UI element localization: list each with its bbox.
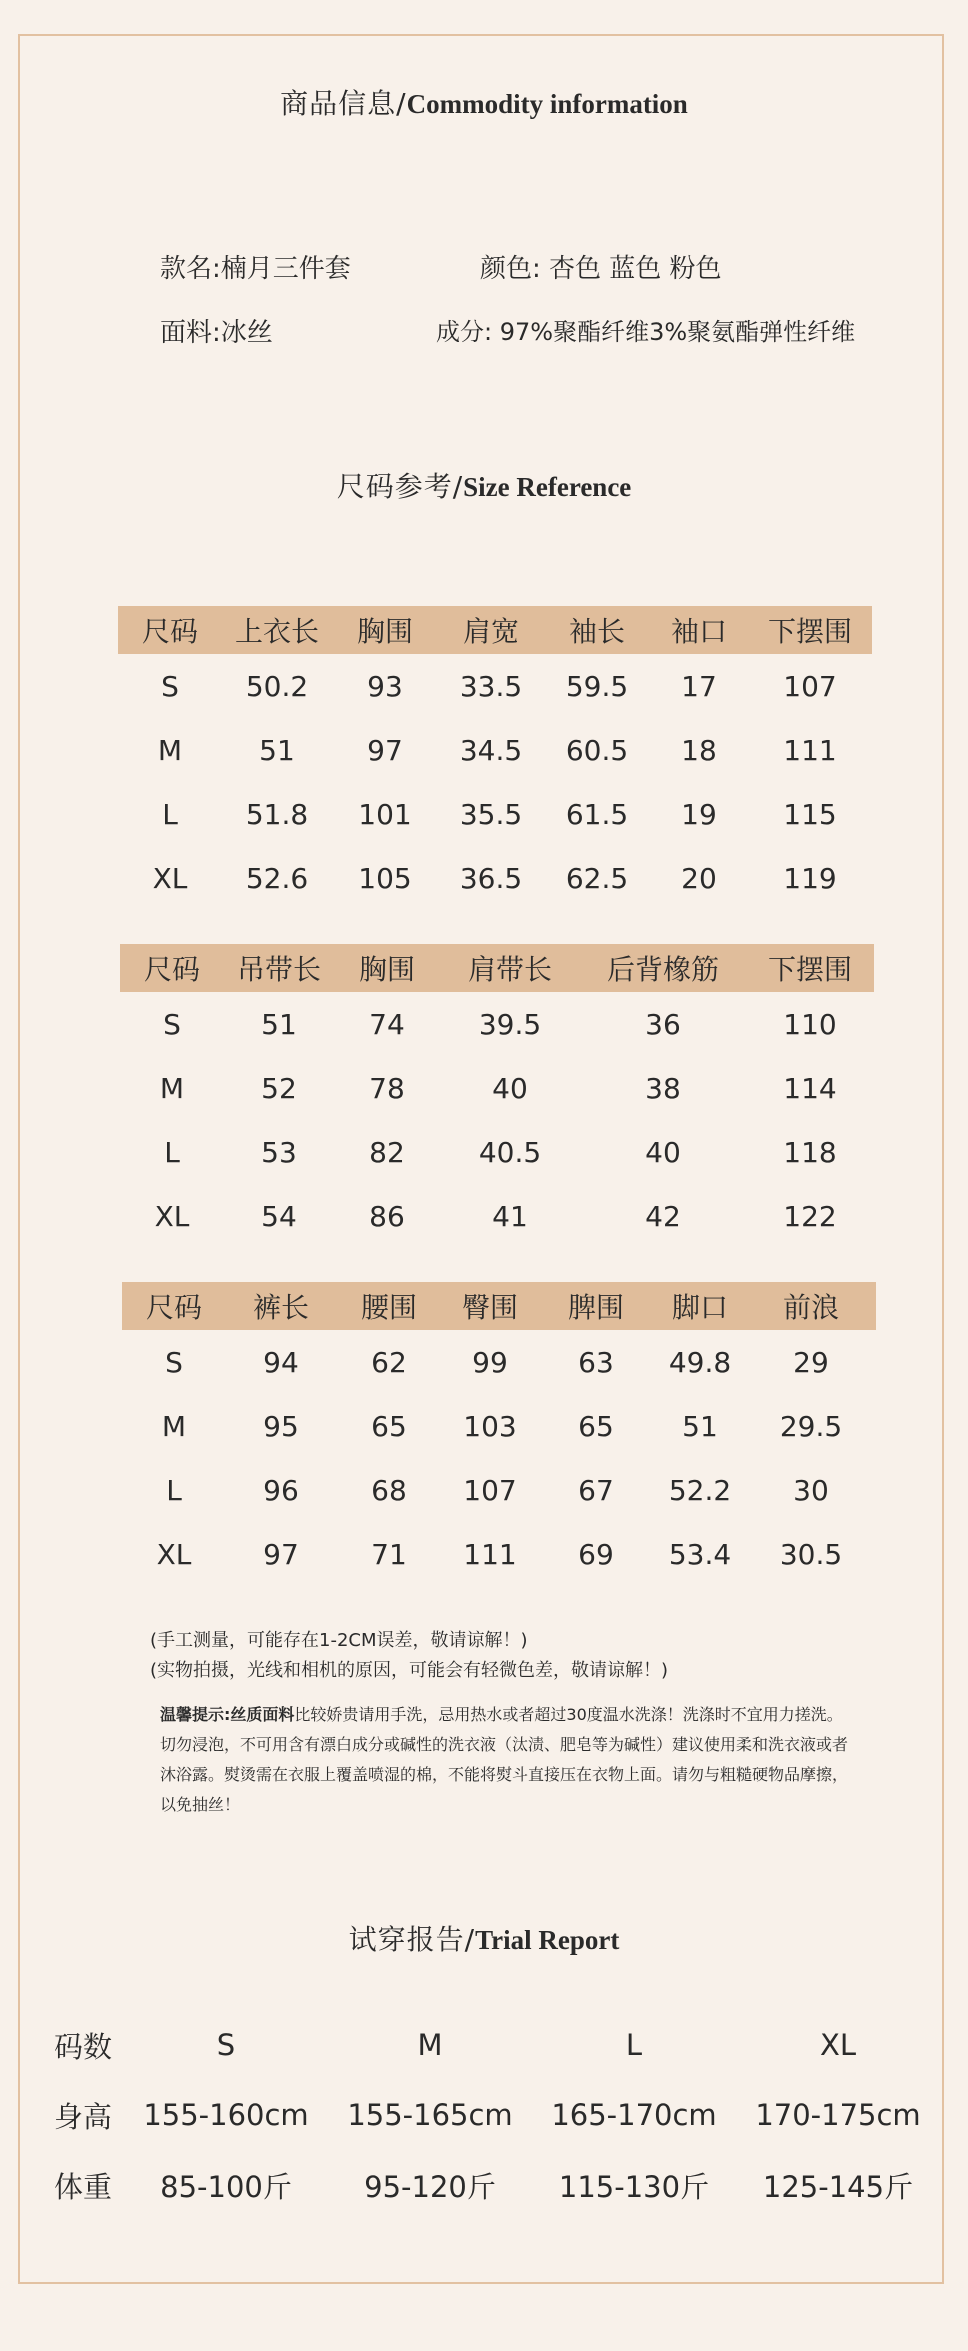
table-cell: 41 xyxy=(492,1199,528,1233)
care-text: 比较娇贵请用手洗，忌用热水或者超过30度温水洗涤！洗涤时不宜用力搓洗。切勿浸泡，不可用含有漂白成分或碱性的洗衣液（汰渍、肥皂等为碱性）建议使用柔和洗衣液或者沐浴露。熨烫需在衣服上覆盖喷湿的棉，不能将熨斗直接压在衣物上面。请勿与粗糙硬物品摩擦，以免抽丝！ xyxy=(160,1705,849,1814)
header-cell: 前浪 xyxy=(746,1282,876,1330)
table-cell: XL xyxy=(156,1537,192,1571)
table-cell: 85-100斤 xyxy=(160,2169,292,2204)
table-cell: 36 xyxy=(645,1007,681,1041)
header-cell: 胸围 xyxy=(334,944,440,992)
table-cell: 40 xyxy=(645,1135,681,1169)
style-value: 楠月三件套 xyxy=(220,254,351,284)
commodity-title xyxy=(0,82,968,122)
table-cell: S xyxy=(163,1007,181,1041)
table-row xyxy=(120,992,874,1056)
table-cell: S xyxy=(165,1345,183,1379)
table-cell: 155-160cm xyxy=(143,2098,309,2132)
table-cell: 119 xyxy=(783,861,837,895)
table-cell: S xyxy=(161,669,179,703)
table-row xyxy=(122,1458,876,1522)
table-cell: 18 xyxy=(681,733,717,767)
table-cell: 29 xyxy=(793,1345,829,1379)
table-cell: 36.5 xyxy=(459,861,523,895)
table-cell: 62 xyxy=(371,1345,407,1379)
composition-info xyxy=(436,312,855,347)
table-cell: 115-130斤 xyxy=(558,2169,710,2204)
size-reference-title-en: Size Reference xyxy=(463,472,632,502)
table-cell: 54 xyxy=(261,1199,297,1233)
color-info xyxy=(480,248,722,285)
table-row xyxy=(120,1184,874,1248)
header-cell: 裤长 xyxy=(226,1282,336,1330)
table-cell: 30 xyxy=(793,1473,829,1507)
table-cell: 51 xyxy=(259,733,295,767)
table-cell: 29.5 xyxy=(779,1409,843,1443)
table-cell: 68 xyxy=(371,1473,407,1507)
table-cell: 40 xyxy=(492,1071,528,1105)
height-row-label: 身高 xyxy=(54,2099,113,2134)
table-cell: 52 xyxy=(261,1071,297,1105)
table-cell: 33.5 xyxy=(459,669,523,703)
style-name xyxy=(160,248,351,285)
table-cell: 39.5 xyxy=(478,1007,542,1041)
header-cell: 尺码 xyxy=(120,944,224,992)
table-cell: 38 xyxy=(645,1071,681,1105)
care-label: 温馨提示: xyxy=(160,1705,231,1724)
header-cell: 下摆围 xyxy=(748,606,872,654)
table-cell: 74 xyxy=(369,1007,405,1041)
table-cell: 71 xyxy=(371,1537,407,1571)
table-row xyxy=(122,1522,876,1586)
header-cell: 脾围 xyxy=(538,1282,654,1330)
table-cell: 96 xyxy=(263,1473,299,1507)
header-cell: 肩带长 xyxy=(440,944,580,992)
table-cell: 101 xyxy=(358,797,412,831)
table-cell: L xyxy=(166,1473,182,1507)
table-cell: 114 xyxy=(783,1071,837,1105)
table-cell: S xyxy=(216,2028,236,2062)
table-cell: L xyxy=(164,1135,180,1169)
header-cell: 尺码 xyxy=(122,1282,226,1330)
table-cell: 50.2 xyxy=(245,669,309,703)
fabric-label: 面料: xyxy=(160,318,221,348)
table-cell: 82 xyxy=(369,1135,405,1169)
table-cell: 51 xyxy=(261,1007,297,1041)
table-cell: 170-175cm xyxy=(755,2098,921,2132)
table-cell: 63 xyxy=(578,1345,614,1379)
table-cell: 69 xyxy=(578,1537,614,1571)
header-cell: 后背橡筋 xyxy=(580,944,746,992)
table-row xyxy=(120,1120,874,1184)
table-cell: 95-120斤 xyxy=(364,2169,496,2204)
size-row-label: 码数 xyxy=(54,2029,113,2064)
size-table-header xyxy=(120,944,874,992)
table-cell: 86 xyxy=(369,1199,405,1233)
table-cell: 53.4 xyxy=(668,1537,732,1571)
table-cell: M xyxy=(161,1409,187,1443)
table-cell: 107 xyxy=(463,1473,517,1507)
table-cell: 125-145斤 xyxy=(762,2169,914,2204)
table-cell: 97 xyxy=(367,733,403,767)
table-cell: 67 xyxy=(578,1473,614,1507)
table-row xyxy=(120,1056,874,1120)
header-cell: 袖口 xyxy=(650,606,748,654)
table-cell: 49.8 xyxy=(668,1345,732,1379)
table-cell: 118 xyxy=(783,1135,837,1169)
table-cell: 61.5 xyxy=(565,797,629,831)
table-cell: 97 xyxy=(263,1537,299,1571)
table-row xyxy=(118,718,872,782)
table-cell: 95 xyxy=(263,1409,299,1443)
table-cell: M xyxy=(159,1071,185,1105)
table-cell: 105 xyxy=(358,861,412,895)
table-cell: 115 xyxy=(783,797,837,831)
table-cell: 165-170cm xyxy=(551,2098,717,2132)
table-row xyxy=(40,2010,940,2080)
header-cell: 吊带长 xyxy=(224,944,334,992)
trial-report-title-cn: 试穿报告/ xyxy=(348,1923,476,1956)
table-cell: XL xyxy=(152,861,188,895)
table-row xyxy=(118,654,872,718)
table-cell: 30.5 xyxy=(779,1537,843,1571)
table-cell: M xyxy=(157,733,183,767)
header-cell: 肩宽 xyxy=(438,606,544,654)
table-cell: 93 xyxy=(367,669,403,703)
table-cell: 62.5 xyxy=(565,861,629,895)
table-cell: 99 xyxy=(472,1345,508,1379)
size-table-camisole xyxy=(120,944,874,1248)
trial-report-title-en: Trial Report xyxy=(475,1925,620,1955)
table-cell: 52.2 xyxy=(668,1473,732,1507)
table-cell: 110 xyxy=(783,1007,837,1041)
header-cell: 袖长 xyxy=(544,606,650,654)
table-cell: 19 xyxy=(681,797,717,831)
table-cell: 155-165cm xyxy=(347,2098,513,2132)
table-cell: 122 xyxy=(783,1199,837,1233)
table-row xyxy=(118,846,872,910)
table-cell: 78 xyxy=(369,1071,405,1105)
size-table-top xyxy=(118,606,872,910)
table-cell: XL xyxy=(819,2028,857,2062)
size-table-pants xyxy=(122,1282,876,1586)
commodity-title-en: Commodity information xyxy=(406,89,688,119)
header-cell: 臀围 xyxy=(442,1282,538,1330)
care-emphasis: 丝质面料 xyxy=(230,1705,295,1724)
table-cell: 34.5 xyxy=(459,733,523,767)
table-row xyxy=(122,1330,876,1394)
color-value: 杏色 蓝色 粉色 xyxy=(549,254,722,284)
size-reference-title-cn: 尺码参考/ xyxy=(336,470,464,503)
table-cell: 94 xyxy=(263,1345,299,1379)
table-cell: XL xyxy=(154,1199,190,1233)
fabric-value: 冰丝 xyxy=(220,318,273,348)
table-row xyxy=(40,2080,940,2150)
header-cell: 上衣长 xyxy=(222,606,332,654)
table-row xyxy=(122,1394,876,1458)
composition-label: 成分: xyxy=(436,318,493,346)
table-row xyxy=(118,782,872,846)
table-cell: 103 xyxy=(463,1409,517,1443)
header-cell: 尺码 xyxy=(118,606,222,654)
table-cell: 111 xyxy=(463,1537,517,1571)
weight-row-label: 体重 xyxy=(54,2169,113,2204)
commodity-title-cn: 商品信息/ xyxy=(280,87,407,120)
fabric-info xyxy=(160,312,273,349)
size-table-header xyxy=(118,606,872,654)
size-table-header xyxy=(122,1282,876,1330)
header-cell: 脚口 xyxy=(654,1282,746,1330)
table-cell: 51 xyxy=(682,1409,718,1443)
color-note: (实物拍摄，光线和相机的原因，可能会有轻微色差，敬请谅解！) xyxy=(150,1660,669,1681)
table-cell: 42 xyxy=(645,1199,681,1233)
table-cell: 52.6 xyxy=(245,861,309,895)
size-reference-title xyxy=(0,465,968,505)
table-cell: 111 xyxy=(783,733,837,767)
table-cell: 65 xyxy=(578,1409,614,1443)
trial-report-table xyxy=(40,2010,940,2220)
trial-report-title xyxy=(0,1918,968,1958)
composition-value: 97%聚酯纤维3%聚氨酯弹性纤维 xyxy=(499,318,856,346)
table-cell: 60.5 xyxy=(565,733,629,767)
measurement-note: (手工测量，可能存在1-2CM误差，敬请谅解！) xyxy=(150,1630,528,1651)
table-cell: L xyxy=(625,2028,643,2062)
color-label: 颜色: xyxy=(480,254,541,284)
table-cell: 59.5 xyxy=(565,669,629,703)
style-label: 款名: xyxy=(160,254,221,284)
table-cell: 107 xyxy=(783,669,837,703)
table-cell: L xyxy=(162,797,178,831)
table-cell: 53 xyxy=(261,1135,297,1169)
table-cell: 40.5 xyxy=(478,1135,542,1169)
table-cell: 17 xyxy=(681,669,717,703)
header-cell: 胸围 xyxy=(332,606,438,654)
care-tips xyxy=(160,1700,850,1820)
header-cell: 下摆围 xyxy=(746,944,874,992)
table-cell: 51.8 xyxy=(245,797,309,831)
table-cell: M xyxy=(417,2028,443,2062)
header-cell: 腰围 xyxy=(336,1282,442,1330)
table-row xyxy=(40,2150,940,2220)
table-cell: 35.5 xyxy=(459,797,523,831)
table-cell: 20 xyxy=(681,861,717,895)
table-cell: 65 xyxy=(371,1409,407,1443)
